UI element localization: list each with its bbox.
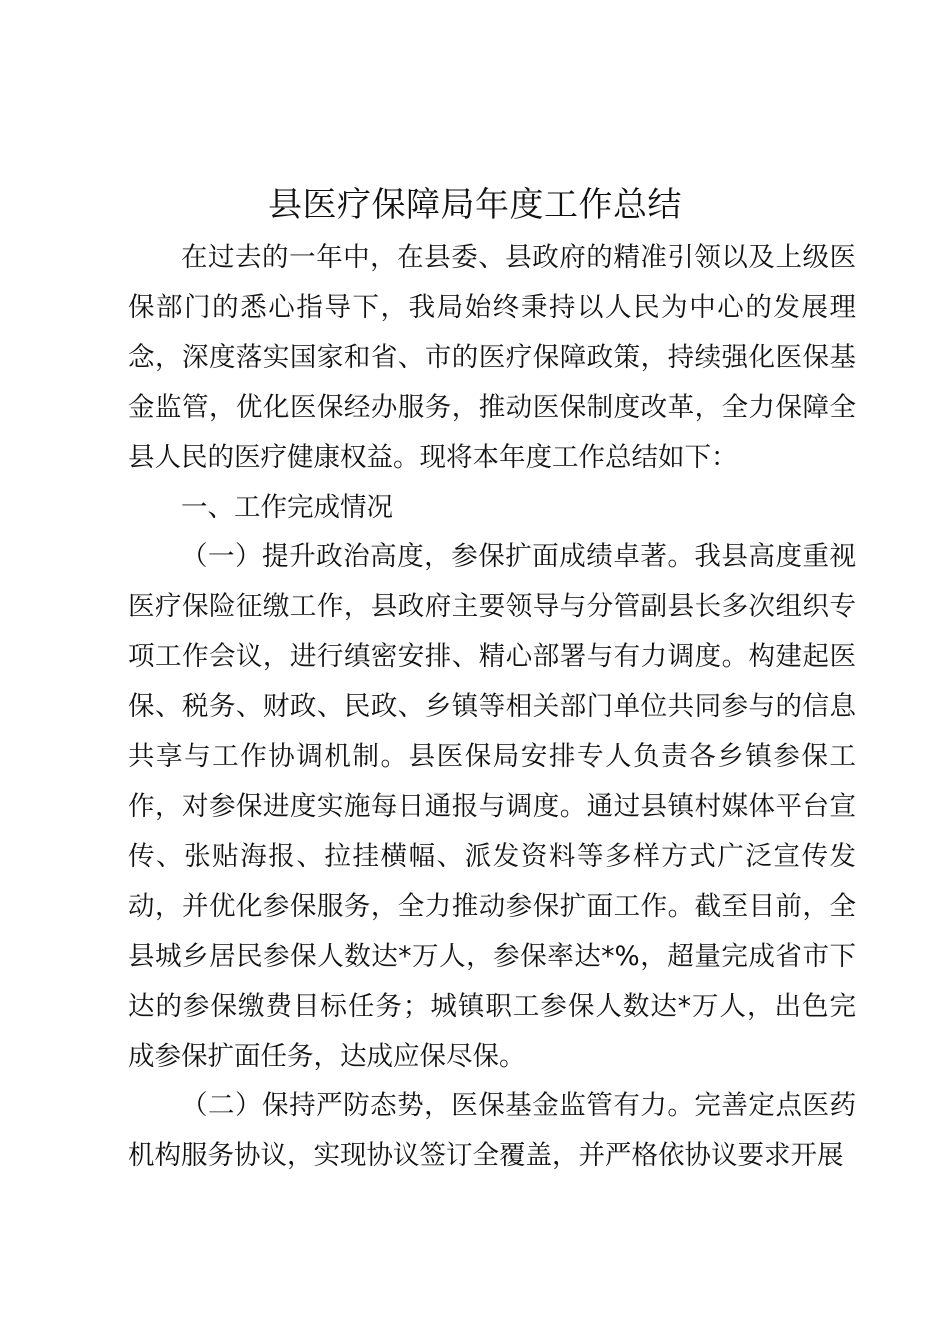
paragraph-intro: 在过去的一年中，在县委、县政府的精准引领以及上级医保部门的悉心指导下，我局始终秉持以人民为中心的发展理念，深度落实国家和省、市的医疗保障政策，持续强化医保基金监管，优化医保经办服务，推动医保制度改革，全力保障全县人民的医疗健康权益。现将本年度工作总结如下： xyxy=(128,242,856,473)
document-body xyxy=(128,233,856,1181)
paragraph-subsection-1: （一）提升政治高度，参保扩面成绩卓著。我县高度重视医疗保险征缴工作，县政府主要领导与分管副县长多次组织专项工作会议，进行缜密安排、精心部署与有力调度。构建起医保、税务、财政、民政、乡镇等相关部门单位共同参与的信息共享与工作协调机制。县医保局安排专人负责各乡镇参保工作，对参保进度实施每日通报与调度。通过县镇村媒体平台宣传、张贴海报、拉挂横幅、派发资料等多样方式广泛宣传发动，并优化参保服务，全力推动参保扩面工作。截至目前，全县城乡居民参保人数达*万人，参保率达*%，超量完成省市下达的参保缴费目标任务；城镇职工参保人数达*万人，出色完成参保扩面任务，达成应保尽保。 xyxy=(128,541,856,1072)
paragraph-subsection-2: （二）保持严防态势，医保基金监管有力。完善定点医药机构服务协议，实现协议签订全覆盖，并严格依协议要求开展 xyxy=(128,1090,856,1172)
section-heading: 一、工作完成情况 xyxy=(181,491,393,523)
document-title: 县医疗保障局年度工作总结 xyxy=(268,185,682,225)
